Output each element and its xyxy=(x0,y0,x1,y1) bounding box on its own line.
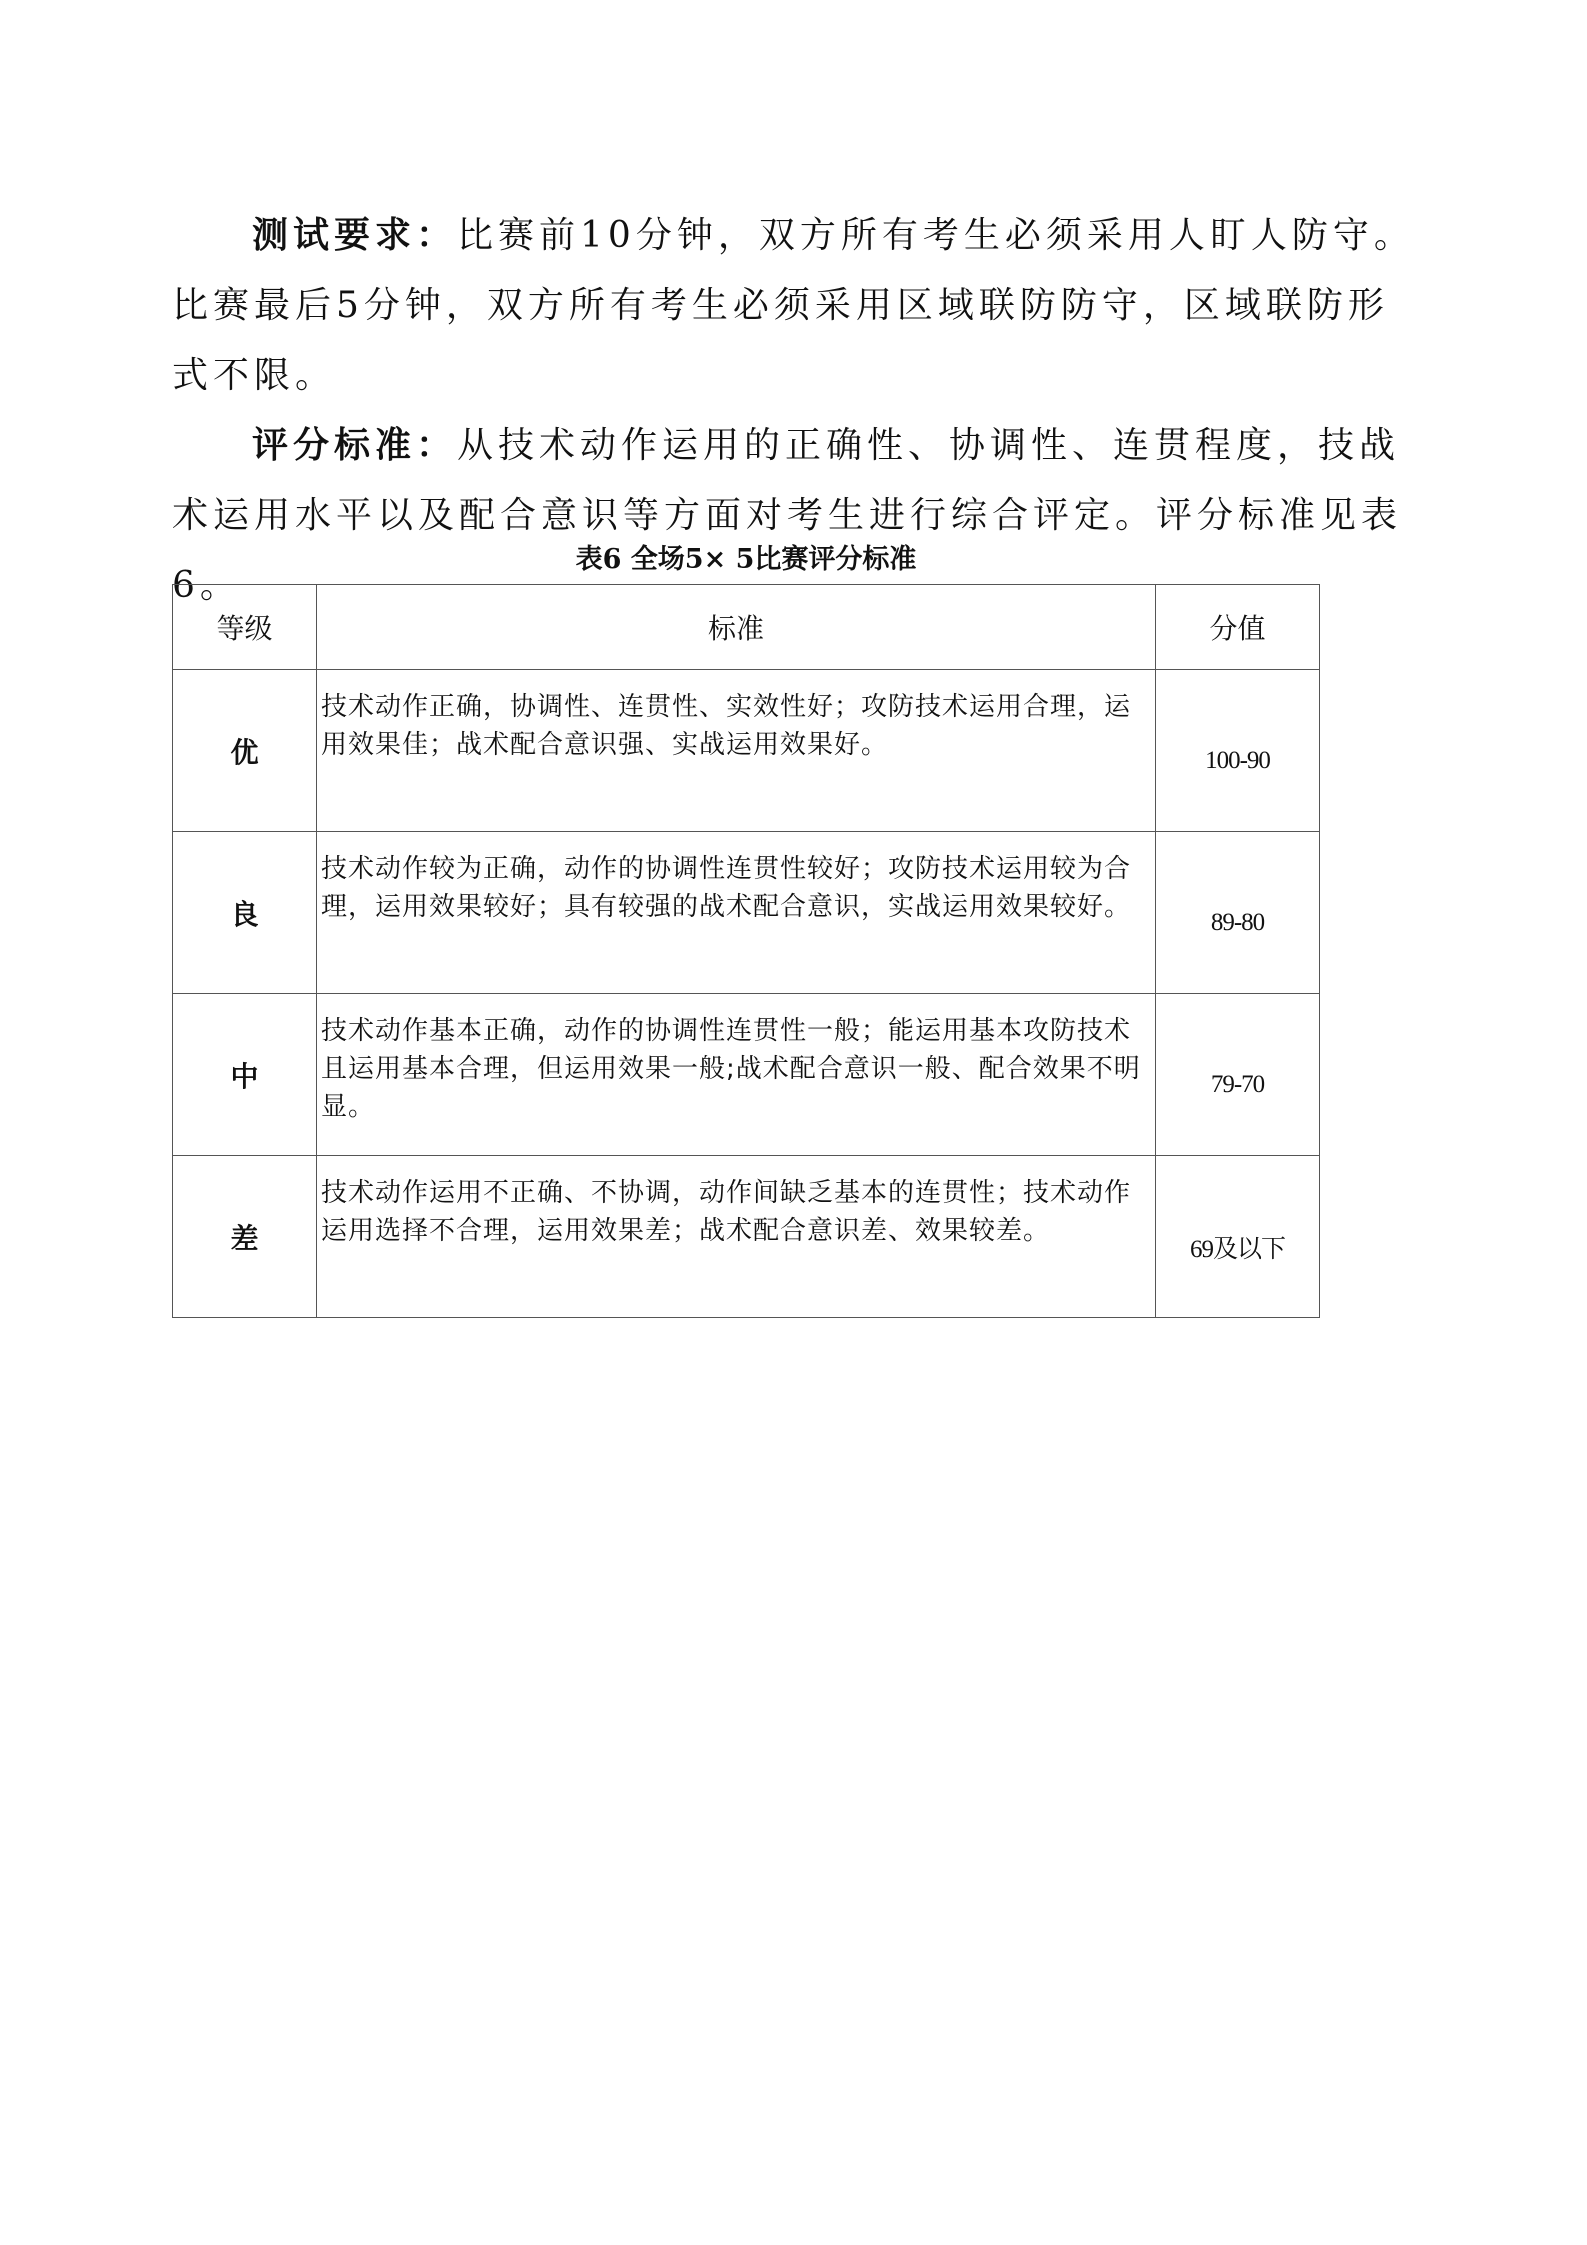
grade-score: 69及以下 xyxy=(1156,1156,1320,1318)
test-requirements-paragraph xyxy=(172,200,1417,411)
grade-criteria: 技术动作较为正确，动作的协调性连贯性较好；攻防技术运用较为合理，运用效果较好；具有较强的战术配合意识，实战运用效果较好。 xyxy=(317,832,1156,994)
test-requirements-text: 比赛前10分钟，双方所有考生必须采用人盯人防守。比赛最后5分钟，双方所有考生必须采用区域联防防守，区域联防形式不限。 xyxy=(172,215,1415,396)
scoring-table xyxy=(172,584,1320,1318)
test-requirements-heading: 测试要求： xyxy=(252,214,458,256)
grade-level: 差 xyxy=(173,1156,317,1318)
table-header-row xyxy=(173,585,1320,670)
grade-score: 89-80 xyxy=(1156,832,1320,994)
table-row xyxy=(173,994,1320,1156)
grade-criteria: 技术动作运用不正确、不协调，动作间缺乏基本的连贯性；技术动作运用选择不合理，运用效果差；战术配合意识差、效果较差。 xyxy=(317,1156,1156,1318)
grade-score: 100-90 xyxy=(1156,670,1320,832)
table-row xyxy=(173,832,1320,994)
scoring-standard-text: 从技术动作运用的正确性、协调性、连贯程度，技战术运用水平以及配合意识等方面对考生进行综合评定。评分标准见表6。 xyxy=(172,425,1403,606)
table-row xyxy=(173,1156,1320,1318)
grade-level: 中 xyxy=(173,994,317,1156)
header-score: 分值 xyxy=(1156,585,1320,670)
grade-score: 79-70 xyxy=(1156,994,1320,1156)
table-caption: 表6 全场5× 5比赛评分标准 xyxy=(575,544,917,575)
header-level: 等级 xyxy=(173,585,317,670)
header-criteria: 标准 xyxy=(317,585,1156,670)
grade-level: 优 xyxy=(173,670,317,832)
scoring-standard-heading: 评分标准： xyxy=(252,424,458,466)
grade-criteria: 技术动作基本正确，动作的协调性连贯性一般；能运用基本攻防技术且运用基本合理，但运用效果一般;战术配合意识一般、配合效果不明显。 xyxy=(317,994,1156,1156)
grade-level: 良 xyxy=(173,832,317,994)
grade-criteria: 技术动作正确，协调性、连贯性、实效性好；攻防技术运用合理，运用效果佳；战术配合意识强、实战运用效果好。 xyxy=(317,670,1156,832)
table-row xyxy=(173,670,1320,832)
